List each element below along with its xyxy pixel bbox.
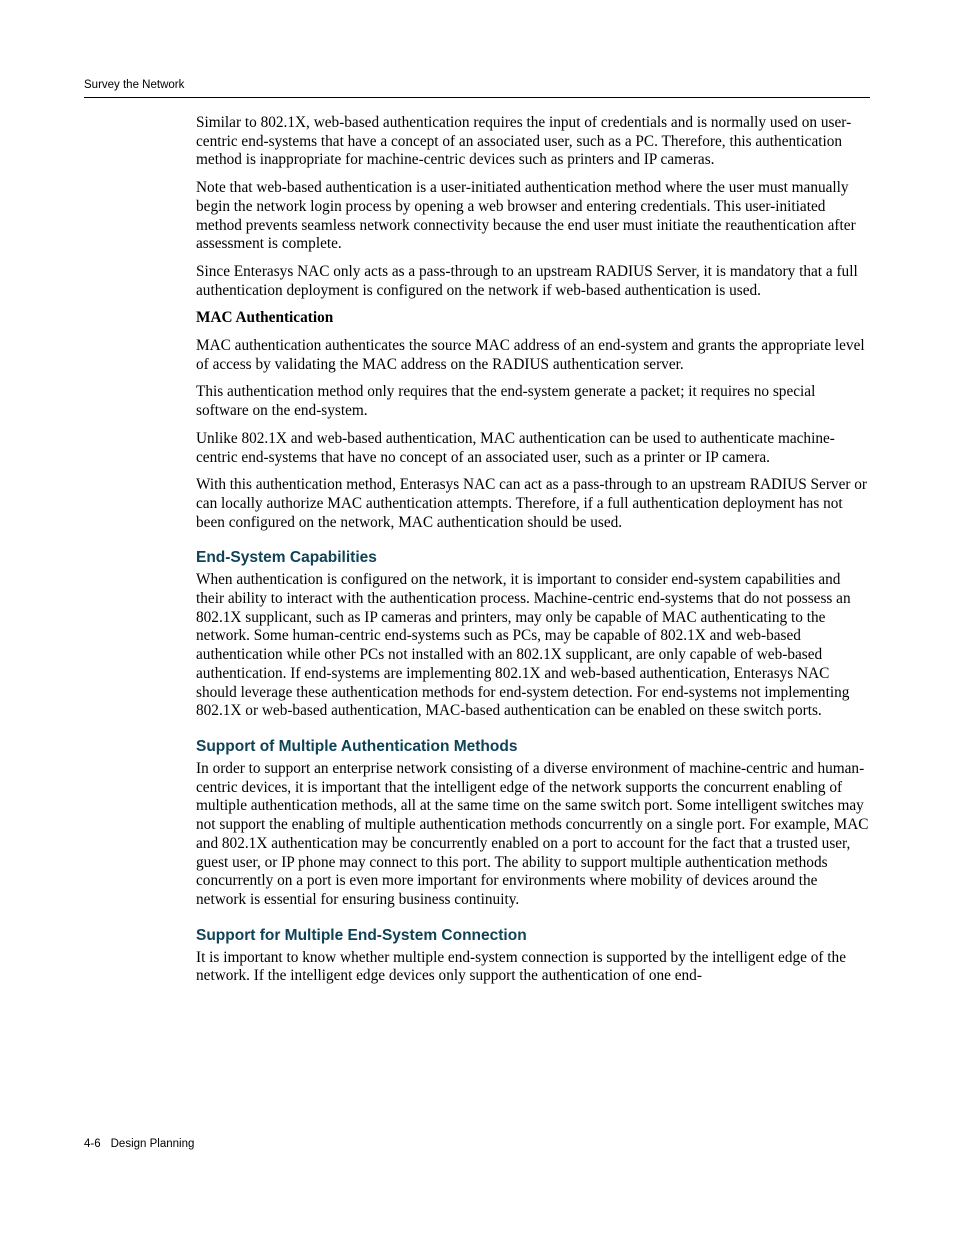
paragraph-multiple-end-system-connection: It is important to know whether multiple end-system connection is supported by the intelligent edge of the network. If the intelligent edge devices only support the authentication of one end- bbox=[196, 948, 846, 985]
page-number: 4-6 bbox=[84, 1138, 101, 1150]
section-title-end-system-capabilities: End-System Capabilities bbox=[196, 549, 377, 567]
paragraph-mac-auth-overview: MAC authentication authenticates the source MAC address of an end-system and grants the appropriate level of access by validating the MAC address on the RADIUS authentication server. bbox=[196, 337, 865, 373]
paragraph-multiple-auth-methods: In order to support an enterprise network consisting of a diverse environment of machine-centric and human-centric devices, it is important that the intelligent edge of the network supports the concurrent enabling of multiple authentication methods, all at the same time on the same switch port. Some intelligent switches may not support the enabling of multiple authentication methods concurrently on a single port. For example, MAC and 802.1X authentication may be concurrently enabled on a port to account for the fact that a trusted user, guest user, or IP phone may connect to this port. The ability to support multiple authentication methods concurrently on a port is even more important for environments where mobility of devices around the network is essential for ensuring business continuity. bbox=[196, 759, 869, 908]
page-content bbox=[196, 114, 870, 994]
page-footer bbox=[84, 1137, 194, 1151]
section-title-multiple-end-system-connection: Support for Multiple End-System Connection bbox=[196, 926, 527, 944]
running-header: Survey the Network bbox=[84, 79, 185, 91]
paragraph-mac-auth-pass-through: With this authentication method, Enterasys NAC can act as a pass-through to an upstream RADIUS Server or can locally authorize MAC authentication attempts. Therefore, if a full authentication deployment has not been configured on the network, MAC authentication should be used. bbox=[196, 476, 868, 531]
chapter-title: Design Planning bbox=[110, 1138, 195, 1150]
paragraph-web-auth-radius: Since Enterasys NAC only acts as a pass-through to an upstream RADIUS Server, it is mandatory that a full authentication deployment is configured on the network if web-based authentication is used. bbox=[196, 262, 858, 299]
paragraph-web-auth-user-initiated: Note that web-based authentication is a user-initiated authentication method where the user must manually begin the network login process by opening a web browser and entering credentials. This user-initiated method prevents seamless network connectivity because the end user must initiate the reauthentication after assessment is complete. bbox=[196, 179, 856, 253]
header-rule bbox=[84, 97, 870, 98]
paragraph-end-system-capabilities: When authentication is configured on the network, it is important to consider end-system capabilities and their ability to interact with the authentication process. Machine-centric end-systems that do not possess an 802.1X supplicant, such as IP cameras and printers, may only be capable of MAC authenticating to the network. Some human-centric end-systems such as PCs, may be capable of 802.1X and web-based authentication while other PCs not installed with an 802.1X supplicant, are only capable of web-based authentication. If end-systems are implementing 802.1X and web-based authentication, Enterasys NAC should leverage these authentication methods for end-system detection. For end-systems not implementing 802.1X or web-based authentication, MAC-based authentication can be enabled on these switch ports. bbox=[196, 571, 851, 720]
paragraph-web-auth-credentials: Similar to 802.1X, web-based authentication requires the input of credentials and is normally used on user-centric end-systems that have a concept of an associated user, such as a PC. Therefore, this authentication method is inappropriate for machine-centric devices such as printers and IP cameras. bbox=[196, 114, 852, 169]
section-title-multiple-auth-methods: Support of Multiple Authentication Methods bbox=[196, 737, 518, 755]
mac-authentication-heading: MAC Authentication bbox=[196, 309, 334, 327]
paragraph-mac-auth-requirements: This authentication method only requires that the end-system generate a packet; it requires no special software on the end-system. bbox=[196, 383, 816, 420]
paragraph-mac-auth-machine-centric: Unlike 802.1X and web-based authentication, MAC authentication can be used to authenticate machine-centric end-systems that have no concept of an associated user, such as a printer or IP camera. bbox=[196, 429, 835, 466]
